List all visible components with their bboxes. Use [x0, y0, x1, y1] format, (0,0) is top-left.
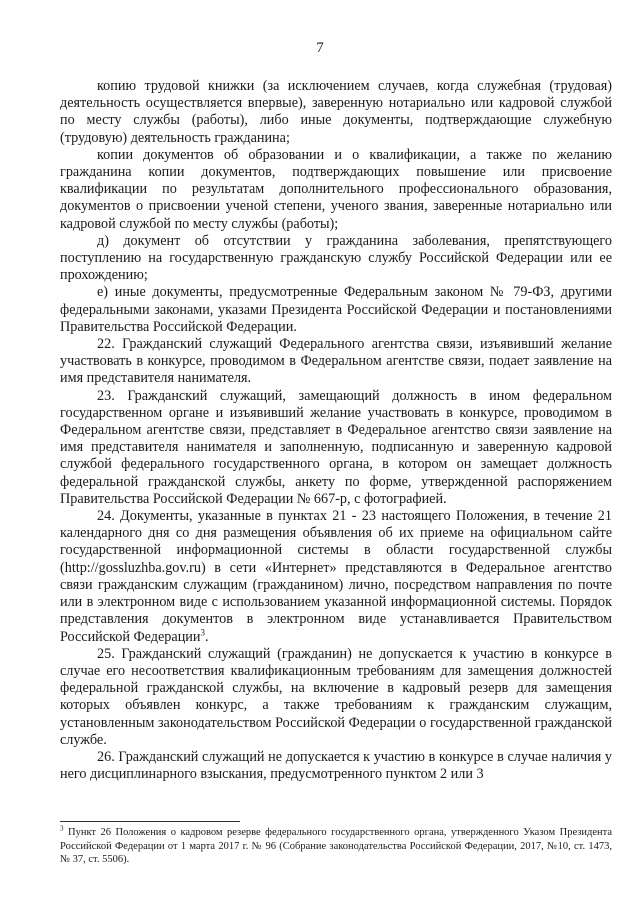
paragraph-labor-book-copy: копию трудовой книжки (за исключением случаев, когда служебная (трудовая) деятельность осуществляется впервые), заверенную нотариально или кадровой службой по месту службы (работы), либо иные документы, подтверждающие служебную (трудовую) деятельность гражданина; [60, 78, 612, 146]
paragraph-education-documents: копии документов об образовании и о квалификации, а также по желанию гражданина копии документов, подтверждающих повышение или присвоение квалификации по результатам дополнительного профессионального образования, документов о присвоении ученой степени, ученого звания, заверенные нотариально или кадровой службой по месту службы (работы); [60, 146, 612, 232]
paragraph-item-e-other-documents: е) иные документы, предусмотренные Федеральным законом № 79-ФЗ, другими федеральными законами, указами Президента Российской Федерации и постановлениями Правительства Российской Федерации. [60, 284, 612, 335]
paragraph-item-d-medical: д) документ об отсутствии у гражданина заболевания, препятствующего поступлению на государственную гражданскую службу Российской Федерации или ее прохождению; [60, 232, 612, 284]
paragraph-25: 25. Гражданский служащий (гражданин) не допускается к участию в конкурсе в случае его несоответствия квалификационным требованиям для замещения должностей федеральной гражданской службы, на включение в кадровый резерв для замещения которых объявлен конкурс, а также требованиям к гражданским служащим, установленным законодательством Российской Федерации о государственной гражданской службе. [60, 645, 612, 748]
paragraph-24-text: 24. Документы, указанные в пунктах 21 - 23 настоящего Положения, в течение 21 календарного дня со дня размещения объявления об их приеме на официальном сайте государственной информационной системы в области государственной службы (http://gossluzhba.gov.ru) в сети «Интернет» представляются в Федеральное агентство связи гражданским служащим (гражданином) лично, посредством направления по почте или в электронном виде с использованием указанной информационной системы. Порядок представления документов в электронном виде устанавливается Правительством Российской Федерации [60, 508, 612, 645]
paragraph-23: 23. Гражданский служащий, замещающий должность в ином федеральном государственном органе и изъявивший желание участвовать в конкурсе, проводимом в Федеральном агентстве связи, представляет в Федеральное агентство связи заявление на имя представителя нанимателя и заполненную, подписанную и заверенную кадровой службой федерального государственного органа, в котором он замещает должность федеральной гражданской службы, анкету по форме, утвержденной распоряжением Правительства Российской Федерации № 667-р, с фотографией. [60, 387, 612, 507]
paragraph-22: 22. Гражданский служащий Федерального агентства связи, изъявивший желание участвовать в конкурсе, проводимом в Федеральном агентстве связи, подает заявление на имя представителя нанимателя. [60, 336, 612, 387]
page-number: 7 [316, 40, 324, 56]
footnote-text: Пункт 26 Положения о кадровом резерве федерального государственного органа, утвержденного Указом Президента Российской Федерации от 1 марта 2017 г. № 96 (Собрание законодательства Российской Федерации, 2017, №10, ст. 1473, № 37, ст. 5506). [60, 827, 612, 866]
footnote [60, 826, 612, 867]
paragraph-26: 26. Гражданский служащий не допускается к участию в конкурсе в случае наличия у него дисциплинарного взыскания, предусмотренного пунктом 2 или 3 [60, 748, 612, 783]
paragraph-24-end: . [204, 628, 209, 645]
footnote-divider [60, 821, 240, 822]
footnote-reference: 3 [200, 626, 205, 637]
footnote-marker: 3 [60, 824, 64, 833]
document-body [60, 78, 612, 783]
paragraph-24 [60, 508, 612, 646]
